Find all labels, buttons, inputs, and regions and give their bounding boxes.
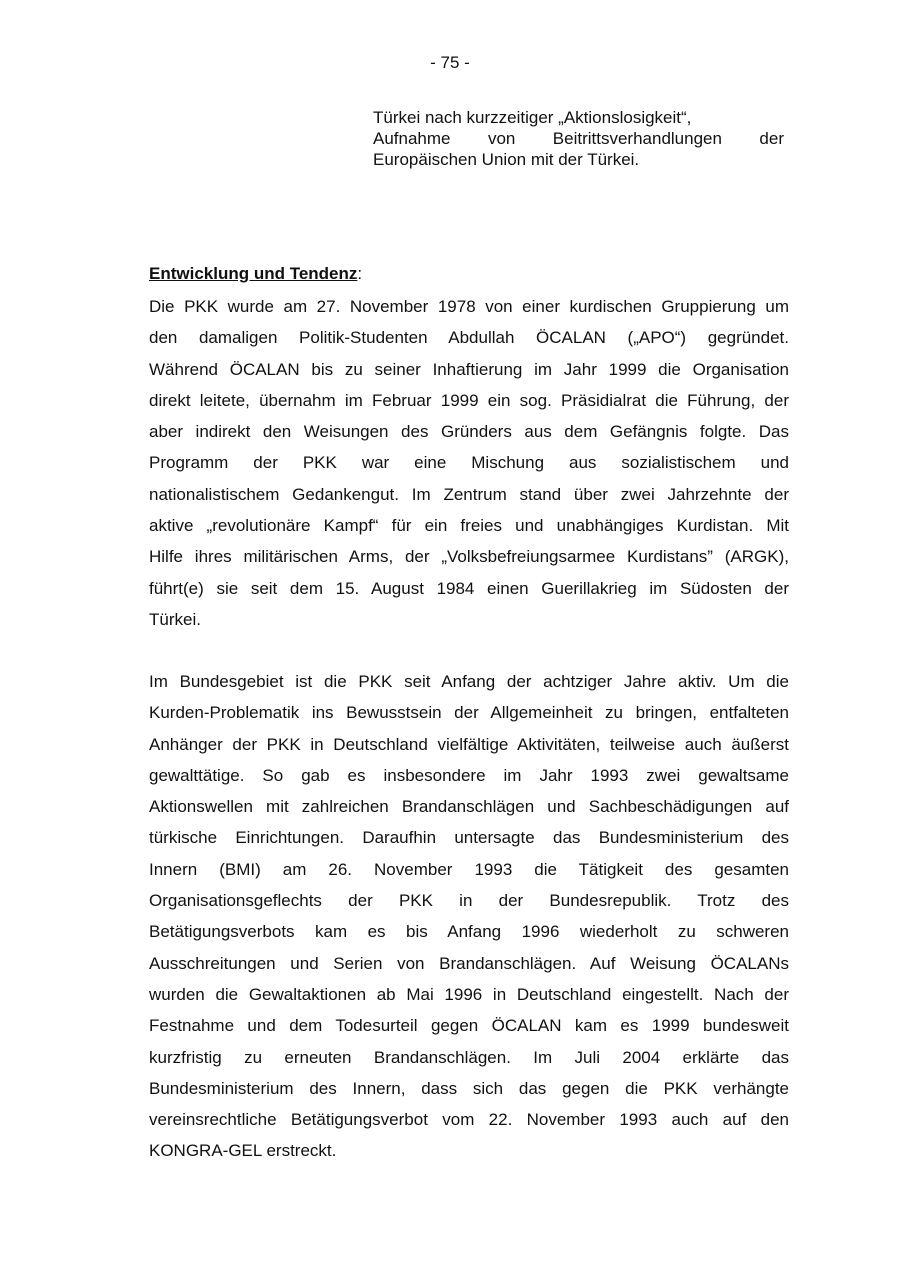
paragraph-line: nationalistischem Gedankengut. Im Zentrum stand über zwei Jahrzehnte der (149, 484, 789, 504)
paragraph-line: türkische Einrichtungen. Daraufhin untersagte das Bundesministerium des (149, 828, 789, 848)
continuation-word: Aufnahme (373, 129, 451, 148)
paragraph-line: Programm der PKK war eine Mischung aus sozialistischem und (149, 453, 789, 473)
paragraph-line: Türkei. (149, 609, 201, 629)
page-number: - 75 - (430, 53, 470, 72)
paragraph-line: wurden die Gewaltaktionen ab Mai 1996 in Deutschland eingestellt. Nach der (149, 984, 789, 1004)
paragraph-line: Hilfe ihres militärischen Arms, der „Volksbefreiungsarmee Kurdistans” (ARGK), (149, 547, 789, 567)
paragraph-line: Ausschreitungen und Serien von Brandanschlägen. Auf Weisung ÖCALANs (149, 953, 789, 973)
paragraph-line: Betätigungsverbots kam es bis Anfang 1996 wiederholt zu schweren (149, 922, 789, 942)
section-heading-text: Entwicklung und Tendenz (149, 264, 358, 283)
paragraph-line: Bundesministerium des Innern, dass sich das gegen die PKK verhängte (149, 1078, 789, 1098)
paragraph-line: Kurden-Problematik ins Bewusstsein der Allgemeinheit zu bringen, entfalteten (149, 703, 789, 723)
continuation-word: von (487, 129, 516, 148)
section-heading (149, 263, 362, 285)
paragraph-line: aber indirekt den Weisungen des Gründers aus dem Gefängnis folgte. Das (149, 422, 789, 442)
section-heading-colon: : (357, 264, 363, 283)
paragraph-line: Festnahme und dem Todesurteil gegen ÖCALAN kam es 1999 bundesweit (149, 1016, 789, 1036)
paragraph-line: Organisationsgeflechts der PKK in der Bundesrepublik. Trotz des (149, 891, 789, 911)
paragraph-line: Anhänger der PKK in Deutschland vielfältige Aktivitäten, teilweise auch äußerst (149, 734, 789, 754)
continuation-line: Europäischen Union mit der Türkei. (373, 150, 640, 169)
paragraph-line: Innern (BMI) am 26. November 1993 die Tätigkeit des gesamten (149, 859, 789, 879)
paragraph-line: Im Bundesgebiet ist die PKK seit Anfang der achtziger Jahre aktiv. Um die (149, 672, 789, 691)
continuation-text-block (373, 107, 784, 170)
paragraph-line: Die PKK wurde am 27. November 1978 von einer kurdischen Gruppierung um (149, 297, 789, 316)
paragraph-line: vereinsrechtliche Betätigungsverbot vom 22. November 1993 auch auf den (149, 1110, 789, 1130)
continuation-word: Beitrittsverhandlungen (552, 129, 722, 148)
continuation-word: der (759, 129, 784, 148)
paragraph-line: kurzfristig zu erneuten Brandanschlägen. Im Juli 2004 erklärte das (149, 1047, 789, 1067)
continuation-line (373, 128, 784, 149)
paragraph-line: führt(e) sie seit dem 15. August 1984 einen Guerillakrieg im Südosten der (149, 578, 789, 598)
paragraph-line: gewalttätige. So gab es insbesondere im Jahr 1993 zwei gewaltsame (149, 765, 789, 785)
paragraph-line: den damaligen Politik-Studenten Abdullah ÖCALAN („APO“) gegründet. (149, 328, 789, 348)
continuation-line: Türkei nach kurzzeitiger „Aktionslosigkeit“, (373, 108, 692, 127)
paragraph-line: Während ÖCALAN bis zu seiner Inhaftierung im Jahr 1999 die Organisation (149, 359, 789, 379)
paragraph-line: aktive „revolutionäre Kampf“ für ein freies und unabhängiges Kurdistan. Mit (149, 516, 789, 536)
paragraph-germany (149, 666, 789, 1167)
paragraph-line: KONGRA-GEL erstreckt. (149, 1141, 337, 1161)
paragraph-history (149, 291, 789, 635)
paragraph-line: direkt leitete, übernahm im Februar 1999 ein sog. Präsidialrat die Führung, der (149, 390, 789, 410)
paragraph-line: Aktionswellen mit zahlreichen Brandanschlägen und Sachbeschädigungen auf (149, 797, 789, 817)
